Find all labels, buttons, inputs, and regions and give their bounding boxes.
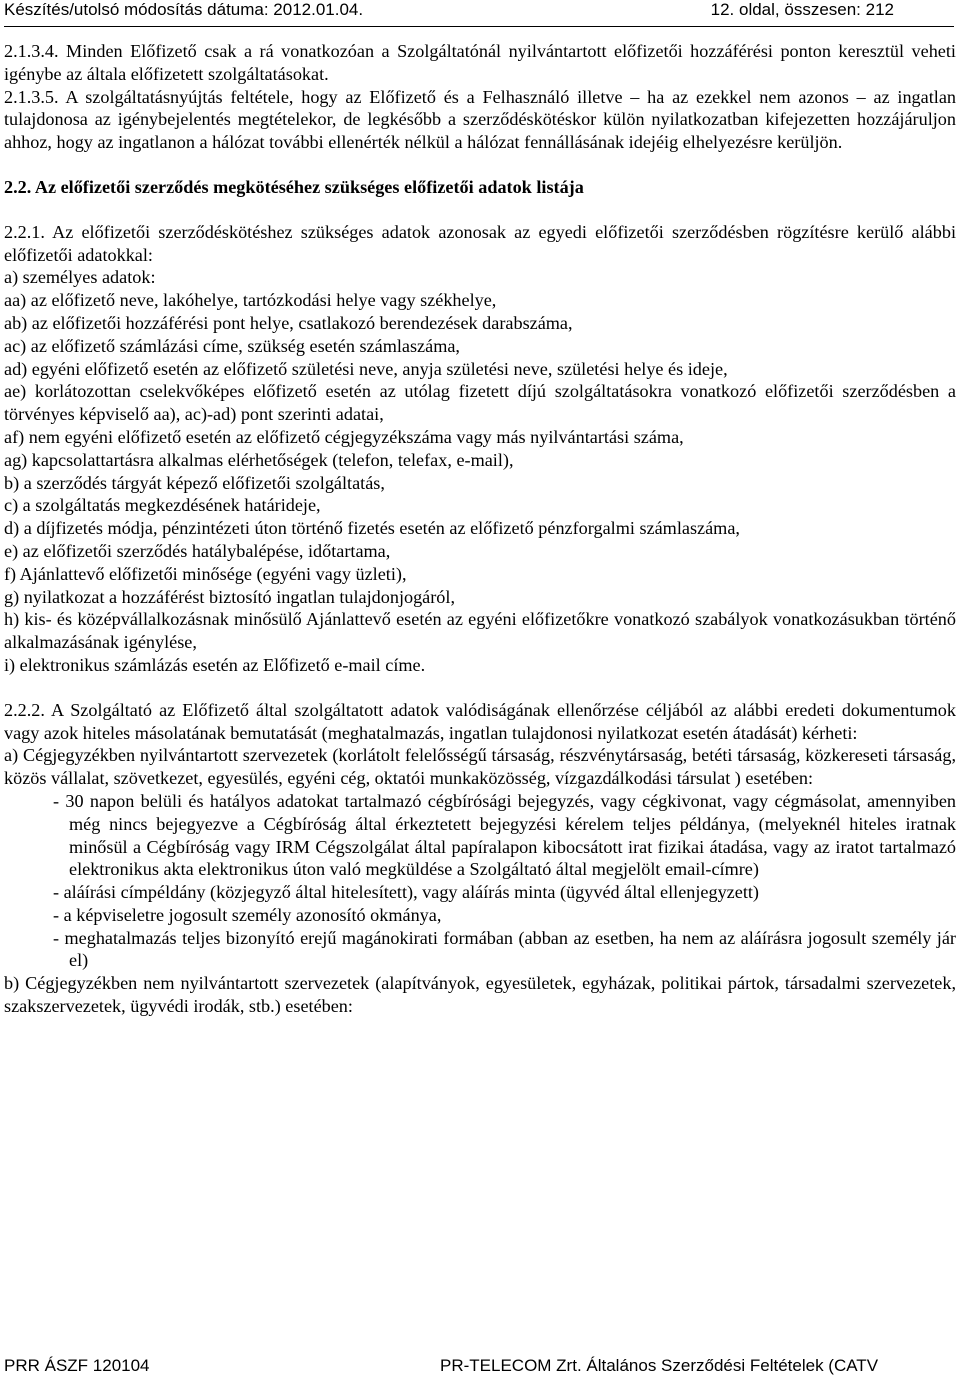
list-item: ac) az előfizető számlázási címe, szükség esetén számlaszáma, bbox=[4, 335, 460, 356]
list-item: h) kis- és középvállalkozásnak minősülő Ajánlattevő esetén az egyéni előfizetőkre vonatkozó szabályok vonatkozásukban történő alkalmazásának igénylése, bbox=[4, 609, 956, 653]
list-item: ae) korlátozottan cselekvőképes előfizető esetén az utólag fizetett díjú szolgáltatásokra vonatkozó előfizetői szerződésben a törvényes képviselő aa), ac)-ad) pont szerinti adatai, bbox=[4, 381, 956, 425]
paragraph-2-1-3-5: 2.1.3.5. A szolgáltatásnyújtás feltétele, hogy az Előfizető és a Felhasználó illetve – ha az ezekkel nem azonos – az ingatlan tulajdonosa az igénybejelentés megtételekor, de legkésőbb a szerződéskötéskor külön nyilatkozatban kifejezetten hozzájáruljon ahhoz, hogy az ingatlanon a hálózat további ellenérték nélkül a hálózat fennállásának idejéig elhelyezésre kerüljön. bbox=[4, 86, 956, 153]
paragraph-unregistered-orgs: b) Cégjegyzékben nem nyilvántartott szervezetek (alapítványok, egyesületek, egyházak, politikai pártok, társadalmi szervezetek, szakszervezetek, ügyvédi irodák, stb.) esetében: bbox=[4, 973, 956, 1017]
page-footer bbox=[4, 1352, 954, 1380]
dash-list-item: - aláírási címpéldány (közjegyző által hitelesített), vagy aláírás minta (ügyvéd által ellenjegyzett) bbox=[53, 882, 759, 903]
list-item: ag) kapcsolattartásra alkalmas elérhetőségek (telefon, telefax, e-mail), bbox=[4, 449, 514, 470]
footer-doc-id: PRR ÁSZF 120104 bbox=[4, 1356, 150, 1375]
spacer bbox=[4, 154, 956, 176]
footer-doc-title: PR-TELECOM Zrt. Általános Szerződési Feltételek (CATV bbox=[440, 1356, 879, 1375]
page-header bbox=[4, 0, 954, 27]
list-item: ab) az előfizetői hozzáférési pont helye, csatlakozó berendezések darabszáma, bbox=[4, 312, 573, 333]
dash-list-item: - a képviseletre jogosult személy azonosító okmánya, bbox=[53, 904, 442, 925]
list-item: aa) az előfizető neve, lakóhelye, tartózkodási helye vagy székhelye, bbox=[4, 290, 497, 311]
list-item: a) személyes adatok: bbox=[4, 267, 156, 288]
list-item: g) nyilatkozat a hozzáférést biztosító ingatlan tulajdonjogáról, bbox=[4, 586, 456, 607]
list-item: ad) egyéni előfizető esetén az előfizető születési neve, anyja születési neve, születési helye és ideje, bbox=[4, 358, 728, 379]
list-item: b) a szerződés tárgyát képező előfizetői szolgáltatás, bbox=[4, 472, 385, 493]
paragraph-2-2-2: 2.2.2. A Szolgáltató az Előfizető által szolgáltatott adatok valódiságának ellenőrzése céljából az alábbi eredeti dokumentumok vagy azok hiteles másolatának bemutatását (meghatalmazás, ingatlan tulajdonosi nyilatkozat esetén átadását) kérheti: bbox=[4, 699, 956, 743]
header-page-count: 12. oldal, összesen: 212 bbox=[710, 0, 894, 19]
list-item: i) elektronikus számlázás esetén az Előfizető e-mail címe. bbox=[4, 654, 426, 675]
list-item: af) nem egyéni előfizető esetén az előfizető cégjegyzékszáma vagy más nyilvántartási száma, bbox=[4, 426, 684, 447]
paragraph-2-2-1: 2.2.1. Az előfizetői szerződéskötéshez szükséges adatok azonosak az egyedi előfizetői szerződésben rögzítésre kerülő alábbi előfizetői adatokkal: bbox=[4, 221, 956, 265]
list-item: e) az előfizetői szerződés hatálybalépése, időtartama, bbox=[4, 540, 391, 561]
paragraph-registered-orgs: a) Cégjegyzékben nyilvántartott szervezetek (korlátolt felelősségű társaság, részvénytársaság, betéti társaság, közkereseti társaság, közös vállalat, szövetkezet, egyesülés, egyéni cég, oktatói munkaközösség, vízgazdálkodási társulat ) esetében: bbox=[4, 745, 956, 789]
spacer bbox=[4, 199, 956, 221]
list-item: c) a szolgáltatás megkezdésének határideje, bbox=[4, 495, 321, 516]
dash-list-item: - 30 napon belüli és hatályos adatokat tartalmazó cégbírósági bejegyzés, vagy cégkivonat, vagy cégmásolat, amennyiben még nincs bejegyezve a Cégbíróság által érkeztetett bejegyzési kérelem teljes példánya, (melyeknél hiteles iratnak minősül a Cégbíróság vagy IRM Cégszolgálat által papíralapon kibocsátott irat fizikai átadása, vagy az iratot tartalmazó elektronikus akta elektronikus úton való megküldése a Szolgáltató által megjelölt email-címre) bbox=[53, 790, 956, 880]
list-item: f) Ajánlattevő előfizetői minősége (egyéni vagy üzleti), bbox=[4, 563, 407, 584]
dash-list-item: - meghatalmazás teljes bizonyító erejű magánokirati formában (abban az esetben, ha nem az aláírásra jogosult személy jár el) bbox=[53, 927, 956, 971]
paragraph-2-1-3-4: 2.1.3.4. Minden Előfizető csak a rá vonatkozóan a Szolgáltatónál nyilvántartott előfizetői hozzáférési ponton keresztül veheti igénybe az általa előfizetett szolgáltatásokat. bbox=[4, 41, 956, 84]
document-body bbox=[4, 40, 956, 1018]
header-date: Készítés/utolsó módosítás dátuma: 2012.01.04. bbox=[4, 0, 364, 19]
list-item: d) a díjfizetés módja, pénzintézeti úton történő fizetés esetén az előfizető pénzforgalmi számlaszáma, bbox=[4, 518, 740, 539]
section-heading-2-2: 2.2. Az előfizetői szerződés megkötéséhez szükséges előfizetői adatok listája bbox=[4, 176, 584, 197]
spacer bbox=[4, 677, 956, 699]
